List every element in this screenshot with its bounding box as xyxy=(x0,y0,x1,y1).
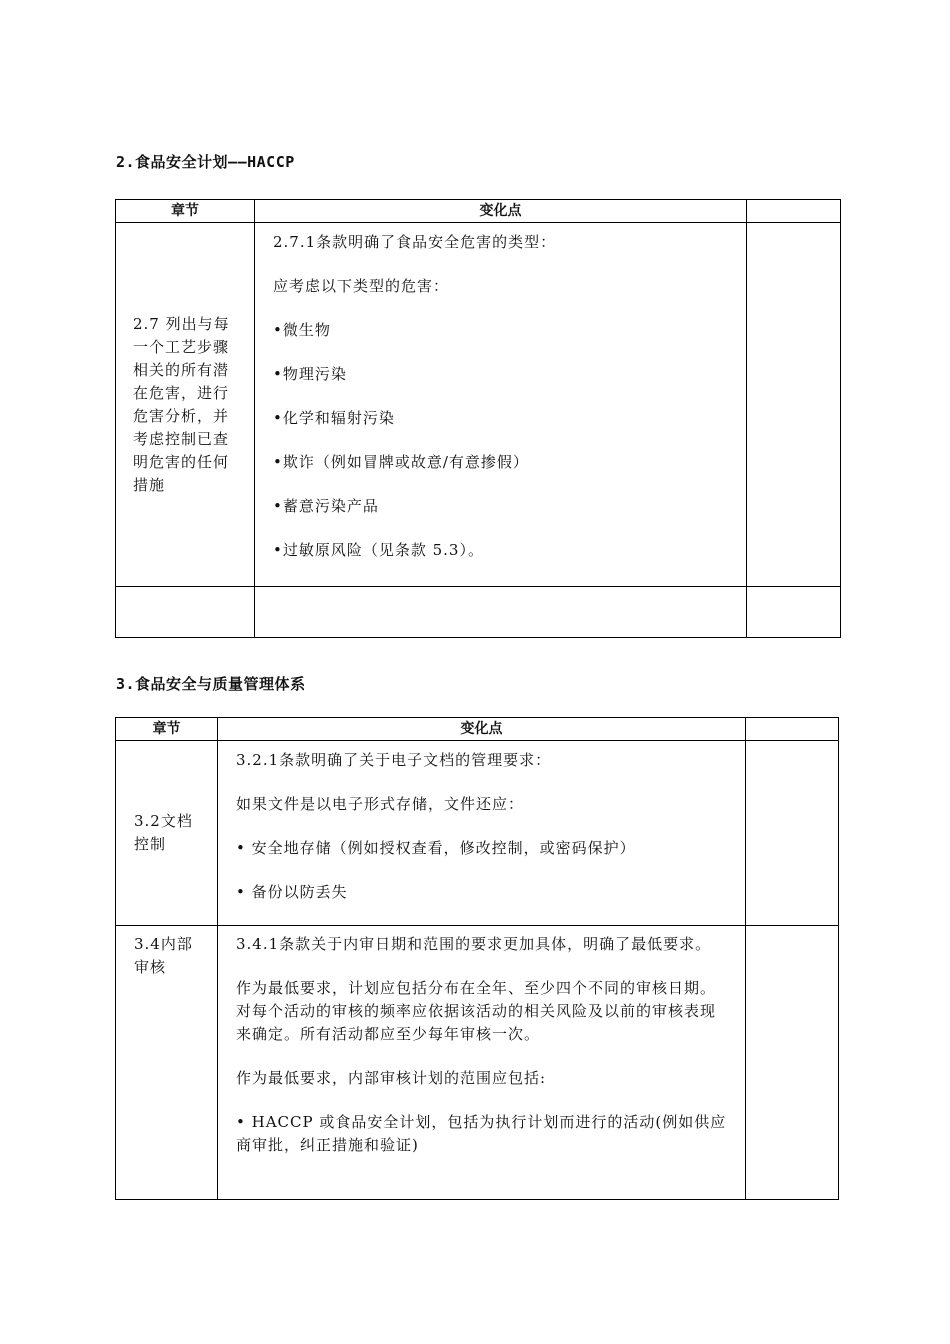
extra-cell xyxy=(747,223,841,587)
change-line: •化学和辐射污染 xyxy=(273,409,395,427)
change-line: • 安全地存储（例如授权查看，修改控制，或密码保护） xyxy=(236,839,636,857)
clause-cell xyxy=(116,741,218,926)
section-3-table xyxy=(115,717,839,1200)
change-line: 3.2.1条款明确了关于电子文档的管理要求： xyxy=(236,751,552,769)
changes-cell xyxy=(218,741,746,926)
clause-cell xyxy=(116,926,218,1200)
change-line: •物理污染 xyxy=(273,365,347,383)
table-row xyxy=(116,223,841,587)
change-line: •欺诈（例如冒牌或故意/有意掺假） xyxy=(273,453,529,471)
section-2-heading: 2.食品安全计划——HACCP xyxy=(116,153,295,171)
change-line: 作为最低要求，内部审核计划的范围应包括: xyxy=(236,1069,547,1087)
table-header-row xyxy=(116,200,841,223)
clause-text: 3.4内部审核 xyxy=(134,935,193,976)
change-line: 2.7.1条款明确了食品安全危害的类型： xyxy=(273,233,557,251)
change-line: • HACCP 或食品安全计划，包括为执行计划而进行的活动(例如供应商审批，纠正措施和验证) xyxy=(236,1113,727,1154)
change-line: 应考虑以下类型的危害： xyxy=(273,277,450,295)
clause-text: 2.7 列出与每一个工艺步骤相关的所有潜在危害，进行危害分析，并考虑控制已查明危害的任何措施 xyxy=(133,314,230,494)
change-line: 3.4.1条款关于内审日期和范围的要求更加具体，明确了最低要求。 xyxy=(236,935,712,953)
column-header-extra xyxy=(746,718,839,741)
clause-text: 3.2文档控制 xyxy=(134,812,193,853)
column-header-extra xyxy=(747,200,841,223)
column-header-changes: 变化点 xyxy=(255,200,747,223)
changes-cell xyxy=(255,223,747,587)
changes-cell xyxy=(218,926,746,1200)
empty-cell xyxy=(255,587,747,638)
change-line: 如果文件是以电子形式存储，文件还应： xyxy=(236,795,525,813)
extra-cell xyxy=(746,926,839,1200)
section-2-table xyxy=(115,199,841,638)
change-line: • 备份以防丢失 xyxy=(236,883,348,901)
empty-cell xyxy=(116,587,255,638)
empty-cell xyxy=(747,587,841,638)
column-header-section: 章节 xyxy=(116,200,255,223)
table-header-row xyxy=(116,718,839,741)
clause-cell xyxy=(116,223,255,587)
change-line: 作为最低要求，计划应包括分布在全年、至少四个不同的审核日期。对每个活动的审核的频率应依据该活动的相关风险及以前的审核表现来确定。所有活动都应至少每年审核一次。 xyxy=(236,979,717,1043)
section-3-heading: 3.食品安全与质量管理体系 xyxy=(116,675,306,693)
change-line: •蓄意污染产品 xyxy=(273,497,379,515)
table-row-empty xyxy=(116,587,841,638)
column-header-section: 章节 xyxy=(116,718,218,741)
change-line: •微生物 xyxy=(273,321,331,339)
table-row xyxy=(116,741,839,926)
extra-cell xyxy=(746,741,839,926)
change-line: •过敏原风险（见条款 5.3）。 xyxy=(273,541,484,559)
table-row xyxy=(116,926,839,1200)
column-header-changes: 变化点 xyxy=(218,718,746,741)
